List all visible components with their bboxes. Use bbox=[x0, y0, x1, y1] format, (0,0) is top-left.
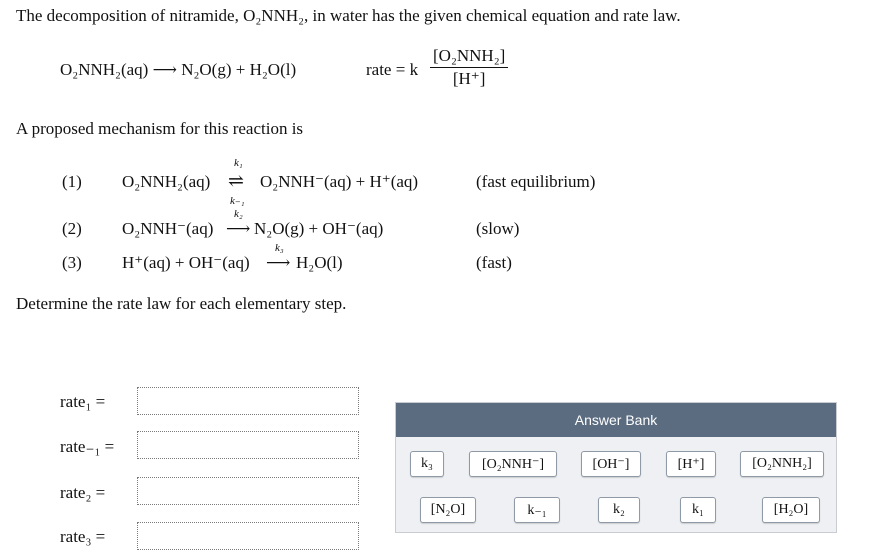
tile-h-plus[interactable]: [H⁺] bbox=[666, 451, 716, 477]
step-1-k-reverse: k₋₁ bbox=[230, 195, 245, 207]
tile-k1[interactable]: k₁ bbox=[680, 497, 716, 523]
question-intro: The decomposition of nitramide, O₂NNH₂, in water has the given chemical equation and rate law. bbox=[16, 6, 681, 25]
rate2-drop-target[interactable] bbox=[137, 477, 359, 505]
rate1-label: rate₁ = bbox=[60, 392, 106, 411]
rate-law-denominator: [H⁺] bbox=[452, 69, 486, 88]
rate3-label: rate₃ = bbox=[60, 527, 106, 546]
step-1-note: (fast equilibrium) bbox=[476, 172, 596, 191]
step-2-arrow: ⟶ bbox=[226, 219, 251, 238]
tile-o2nnh2[interactable]: [O₂NNH₂] bbox=[740, 451, 824, 477]
tile-oh-minus[interactable]: [OH⁻] bbox=[581, 451, 641, 477]
step-2-k: k₂ bbox=[234, 208, 243, 220]
tile-k2[interactable]: k₂ bbox=[598, 497, 640, 523]
tile-o2nnh-minus[interactable]: [O₂NNH⁻] bbox=[469, 451, 557, 477]
step-3-right: H₂O(l) bbox=[296, 253, 343, 272]
tile-n2o[interactable]: [N₂O] bbox=[420, 497, 476, 523]
rate2-label: rate₂ = bbox=[60, 483, 106, 502]
step-3-arrow: ⟶ bbox=[266, 253, 291, 272]
rate-minus1-drop-target[interactable] bbox=[137, 431, 359, 459]
step-3-left: H⁺(aq) + OH⁻(aq) bbox=[122, 253, 250, 272]
tile-k3[interactable]: k₃ bbox=[410, 451, 444, 477]
determine-instruction: Determine the rate law for each elementary step. bbox=[16, 294, 347, 313]
answer-bank bbox=[395, 402, 837, 533]
rate-law-fraction bbox=[430, 46, 508, 89]
step-1-k-forward: k₁ bbox=[234, 157, 243, 169]
step-2-right: N₂O(g) + OH⁻(aq) bbox=[254, 219, 384, 238]
tile-k-minus1[interactable]: k₋₁ bbox=[514, 497, 560, 523]
rate1-drop-target[interactable] bbox=[137, 387, 359, 415]
rate-law-numerator: [O₂NNH₂] bbox=[433, 46, 506, 65]
overall-equation: O₂NNH₂(aq) ⟶ N₂O(g) + H₂O(l) bbox=[60, 60, 297, 79]
rate-minus1-label: rate₋₁ = bbox=[60, 437, 115, 456]
mechanism-intro: A proposed mechanism for this reaction is bbox=[16, 119, 304, 138]
rate3-drop-target[interactable] bbox=[137, 522, 359, 550]
step-1-left: O₂NNH₂(aq) bbox=[122, 172, 211, 191]
step-1-arrow: ⇌ bbox=[228, 171, 244, 192]
step-3-number: (3) bbox=[62, 253, 82, 272]
step-1-number: (1) bbox=[62, 172, 82, 191]
step-3-k: k₃ bbox=[275, 242, 284, 254]
tile-h2o[interactable]: [H₂O] bbox=[762, 497, 820, 523]
step-2-note: (slow) bbox=[476, 219, 520, 238]
fraction-bar bbox=[430, 67, 508, 68]
step-2-number: (2) bbox=[62, 219, 82, 238]
rate-law-label: rate = k bbox=[366, 60, 419, 79]
step-3-note: (fast) bbox=[476, 253, 512, 272]
step-1-right: O₂NNH⁻(aq) + H⁺(aq) bbox=[260, 172, 419, 191]
step-2-left: O₂NNH⁻(aq) bbox=[122, 219, 214, 238]
answer-bank-title: Answer Bank bbox=[396, 403, 836, 437]
